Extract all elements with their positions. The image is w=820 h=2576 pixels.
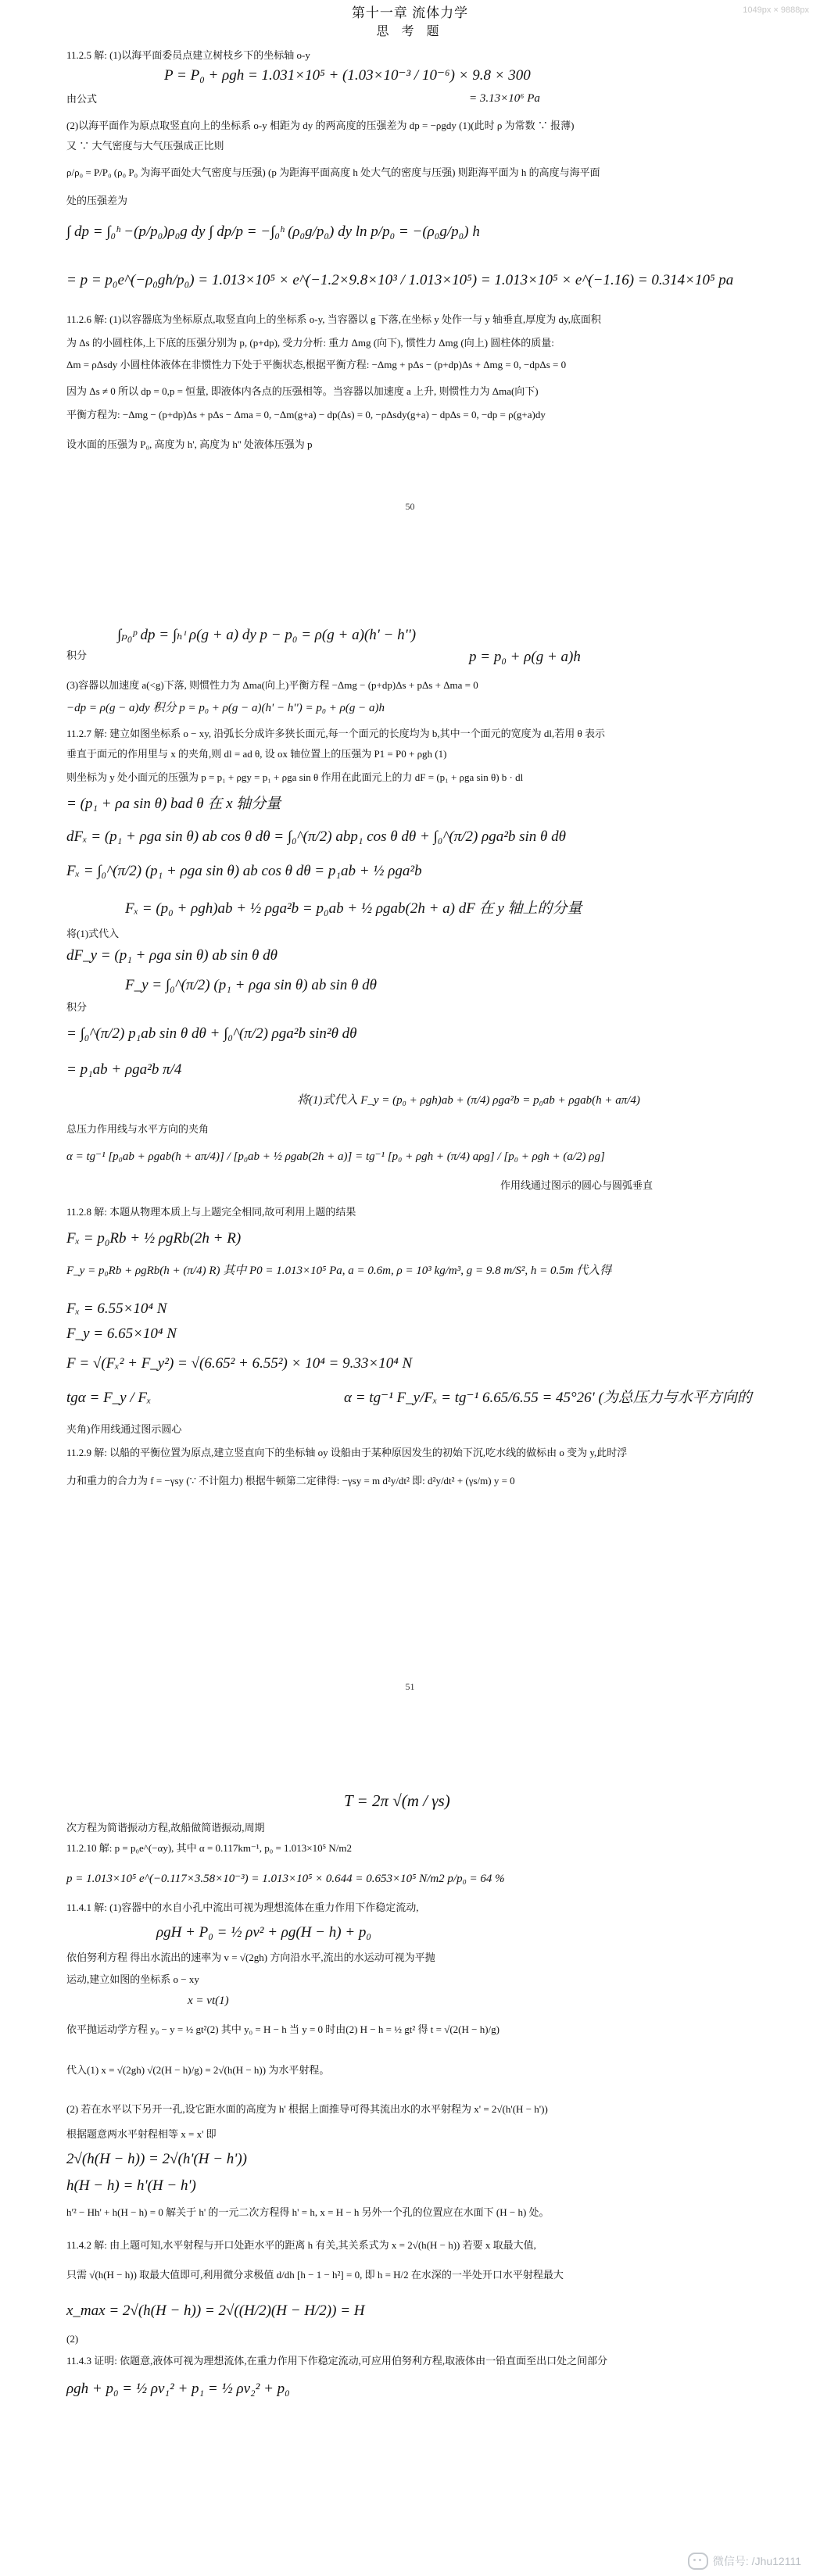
equation: 将(1)式代入 F_y = (p₀ + ρgh)ab + (π/4) ρga²b = p₀ab + ρgab(h + aπ/4): [297, 1094, 640, 1107]
text-line: 作用线通过图示的圆心与圆弧垂直: [500, 1179, 653, 1191]
equation: = 3.13×10⁶ Pa: [469, 92, 540, 105]
text-line: ρ/ρ₀ = P/P₀ (ρ₀ P₀ 为海平面处大气密度与压强) (p 为距海平面高度 h 处大气的密度与压强) 则距海平面为 h 的高度与海平面: [66, 166, 600, 178]
page-number: 51: [405, 1681, 415, 1692]
equation: dF_y = (p₁ + ρga sin θ) ab sin θ dθ: [66, 947, 278, 964]
text-line: 次方程为简谐振动方程,故船做简谐振动,周期: [66, 1822, 265, 1834]
page-2: [0, 617, 820, 1719]
solution-heading: 11.4.3 证明: 依题意,液体可视为理想流体,在重力作用下作稳定流动,可应用伯努利方程,取液体由一铅直面至出口处之间部分: [66, 2355, 608, 2367]
equation: ρgH + P₀ = ½ ρv² + ρg(H − h) + p₀: [156, 1924, 372, 1941]
text-line: (3)容器以加速度 a(<g)下落, 则惯性力为 Δma(向上)平衡方程 −Δmg − (p+dp)Δs + pΔs + Δma = 0: [66, 679, 478, 691]
equation: x_max = 2√(h(H − h)) = 2√((H/2)(H − H/2)) = H: [66, 2302, 365, 2319]
equation: Fₓ = p₀Rb + ½ ρgRb(2h + R): [66, 1230, 242, 1247]
equation: = p₁ab + ρga²b π/4: [66, 1061, 182, 1078]
equation: F = √(Fₓ² + F_y²) = √(6.65² + 6.55²) × 10⁴ = 9.33×10⁴ N: [66, 1355, 413, 1372]
text-line: 只需 √(h(H − h)) 取最大值即可,利用微分求极值 d/dh [h − 1 − h²] = 0, 即 h = H/2 在水深的一半处开口水平射程最大: [66, 2269, 564, 2281]
text-line: 则坐标为 y 处小面元的压强为 p = p₁ + ρgy = p₁ + ρga sin θ 作用在此面元上的力 dF = (p₁ + ρga sin θ) b · dl: [66, 771, 524, 783]
section-subtitle: 思 考 题: [376, 25, 444, 38]
equation: α = tg⁻¹ [p₀ab + ρgab(h + aπ/4)] / [p₀ab + ½ ρgab(2h + a)] = tg⁻¹ [p₀ + ρgh + (π/4) aρg] / [p₀ + ρgh + (a/2) ρg]: [66, 1150, 605, 1163]
text-line: 由公式: [66, 93, 98, 105]
equation: ∫ₚ₀ᵖ dp = ∫ₕᶦ ρ(g + a) dy p − p₀ = ρ(g + a)(h' − h''): [117, 627, 417, 643]
equation: h(H − h) = h'(H − h'): [66, 2177, 196, 2194]
equation: ∫ dp = ∫₀ʰ −(p/p₀)ρ₀g dy ∫ dp/p = −∫₀ʰ (ρ₀g/p₀) dy ln p/p₀ = −(ρ₀g/p₀) h: [66, 224, 480, 240]
equation: F_y = ∫₀^(π/2) (p₁ + ρga sin θ) ab sin θ dθ: [125, 977, 377, 993]
solution-heading: 11.4.2 解: 由上题可知,水平射程与开口处距水平的距离 h 有关,其关系式为 x = 2√(h(H − h)) 若要 x 取最大值,: [66, 2239, 536, 2251]
equation: = (p₁ + ρa sin θ) bad θ 在 x 轴分量: [66, 796, 281, 812]
solution-heading: 11.2.8 解: 本题从物理本质上与上题完全相同,故可利用上题的结果: [66, 1206, 356, 1218]
text-line: 夹角)作用线通过图示圆心: [66, 1423, 182, 1435]
text-line: 力和重力的合力为 f = −γsy (∵ 不计阻力) 根据牛顿第二定律得: −γsy = m d²y/dt² 即: d²y/dt² + (γs/m) y = 0: [66, 1475, 515, 1487]
equation: P = P₀ + ρgh = 1.031×10⁵ + (1.03×10⁻³ / 10⁻⁶) × 9.8 × 300: [164, 67, 531, 84]
text-line: (2)以海平面作为原点取竖直向上的坐标系 o-y 相距为 dy 的两高度的压强差为 dp = −ρgdy (1)(此时 ρ 为常数 ∵ 报薄): [66, 120, 575, 131]
equation: = ∫₀^(π/2) p₁ab sin θ dθ + ∫₀^(π/2) ρga²b sin²θ dθ: [66, 1025, 357, 1042]
text-line: 总压力作用线与水平方向的夹角: [66, 1123, 209, 1135]
solution-heading: 11.2.10 解: p = p₀e^(−αy), 其中 α = 0.117km⁻¹, p₀ = 1.013×10⁵ N/m2: [66, 1842, 353, 1854]
equation: F_y = p₀Rb + ρgRb(h + (π/4) R) 其中 P0 = 1.013×10⁵ Pa, a = 0.6m, ρ = 10³ kg/m³, g = 9.8 m/S², h = 0.5m 代入得: [66, 1265, 612, 1277]
equation: Fₓ = 6.55×10⁴ N: [66, 1301, 167, 1317]
equation: α = tg⁻¹ F_y/Fₓ = tg⁻¹ 6.65/6.55 = 45°26' (为总压力与水平方向的: [344, 1390, 752, 1406]
text-line: 设水面的压强为 P₀, 高度为 h', 高度为 h'' 处液体压强为 p: [66, 438, 313, 450]
equation: 2√(h(H − h)) = 2√(h'(H − h')): [66, 2151, 248, 2167]
text-line: 代入(1) x = √(2gh) √(2(H − h)/g) = 2√(h(H − h)) 为水平射程。: [66, 2064, 330, 2076]
equation: p = 1.013×10⁵ e^(−0.117×3.58×10⁻³) = 1.013×10⁵ × 0.644 = 0.653×10⁵ N/m2 p/p₀ = 64 %: [66, 1873, 505, 1885]
page-number: 50: [405, 501, 415, 512]
watermark-text: 微信号: /Jhu12111: [712, 2554, 801, 2567]
text-line: 因为 Δs ≠ 0 所以 dp = 0,p = 恒量, 即液体内各点的压强相等。当容器以加速度 a 上升, 则惯性力为 Δma(向下): [66, 385, 539, 397]
equation: T = 2π √(m / γs): [344, 1791, 450, 1810]
text-line: 依平抛运动学方程 y₀ − y = ½ gt²(2) 其中 y₀ = H − h 当 y = 0 时由(2) H − h = ½ gt² 得 t = √(2(H − h)/g): [66, 2023, 500, 2035]
solution-heading: 11.2.6 解: (1)以容器底为坐标原点,取竖直向上的坐标系 o-y, 当容器以 g 下落,在坐标 y 处作一与 y 轴垂直,厚度为 dy,底面积: [66, 313, 601, 325]
page-3: [0, 1790, 820, 2576]
text-line: 平衡方程为: −Δmg − (p+dp)Δs + pΔs − Δma = 0, −Δm(g+a) − dp(Δs) = 0, −ρΔsdy(g+a) − dpΔs = 0, −dp = ρ(g+a)dy: [66, 409, 546, 420]
text-line: 运动,建立如图的坐标系 o − xy: [66, 1973, 199, 1985]
equation: F_y = 6.65×10⁴ N: [66, 1326, 177, 1342]
solution-heading: 11.2.9 解: 以船的平衡位置为原点,建立竖直向下的坐标轴 oy 设船由于某种原因发生的初始下沉,吃水线的做标由 o 变为 y,此时浮: [66, 1447, 628, 1458]
text-line: 将(1)式代入: [66, 928, 120, 939]
text-line: (2): [66, 2333, 79, 2345]
equation: Fₓ = (p₀ + ρgh)ab + ½ ρga²b = p₀ab + ½ ρgab(2h + a) dF 在 y 轴上的分量: [125, 900, 582, 917]
text-line: 根据题意两水平射程相等 x = x' 即: [66, 2128, 217, 2140]
text-line: 依伯努利方程 得出水流出的速率为 v = √(2gh) 方向沿水平,流出的水运动可视为平抛: [66, 1952, 435, 1963]
wechat-icon: [688, 2553, 708, 2570]
text-line: 垂直于面元的作用里与 x 的夹角,则 dl = ad θ, 设 ox 轴位置上的压强为 P1 = P0 + ρgh (1): [66, 748, 447, 760]
text-line: 又 ∵ 大气密度与大气压强成正比则: [66, 140, 224, 152]
image-dimension-label: 1049px × 9888px: [743, 5, 809, 15]
text-line: (2) 若在水平以下另开一孔,设它距水面的高度为 h' 根据上面推导可得其流出水的水平射程为 x' = 2√(h'(H − h')): [66, 2103, 548, 2115]
equation: x = vt(1): [188, 1995, 229, 2007]
page-1: [0, 0, 820, 547]
solution-heading: 11.4.1 解: (1)容器中的水自小孔中流出可视为理想流体在重力作用下作稳定流动,: [66, 1902, 419, 1913]
equation: ρgh + p₀ = ½ ρv₁² + p₁ = ½ ρv₂² + p₀: [66, 2381, 290, 2397]
equation: tgα = F_y / Fₓ: [66, 1390, 152, 1406]
text-line: 处的压强差为: [66, 195, 128, 206]
equation: Fₓ = ∫₀^(π/2) (p₁ + ρga sin θ) ab cos θ dθ = p₁ab + ½ ρga²b: [66, 863, 422, 879]
text-line: 为 Δs 的小圆柱体,上下底的压强分别为 p, (p+dp), 受力分析: 重力 Δmg (向下), 惯性力 Δmg (向上) 圆柱体的质量:: [66, 337, 554, 349]
text-line: 积分: [66, 649, 88, 661]
equation: −dp = ρ(g − a)dy 积分 p = p₀ + ρ(g − a)(h' − h'') = p₀ + ρ(g − a)h: [66, 702, 385, 714]
text-line: Δm = ρΔsdy 小圆柱体液体在非惯性力下处于平衡状态,根据平衡方程: −Δmg + pΔs − (p+dp)Δs + Δmg = 0, −dpΔs = 0: [66, 359, 567, 370]
solution-heading: 11.2.7 解: 建立如图坐标系 o − xy, 沿弧长分成许多狭长面元,每一个面元的长度均为 b,其中一个面元的宽度为 dl,若用 θ 表示: [66, 728, 605, 739]
equation: dFₓ = (p₁ + ρga sin θ) ab cos θ dθ = ∫₀^(π/2) abp₁ cos θ dθ + ∫₀^(π/2) ρga²b sin θ dθ: [66, 828, 566, 845]
text-line: 积分: [66, 1001, 88, 1013]
equation: = p = p₀e^(−ρ₀gh/p₀) = 1.013×10⁵ × e^(−1.2×9.8×10³ / 1.013×10⁵) = 1.013×10⁵ × e^(−1.16) = 0.314×10⁵ pa: [66, 272, 734, 288]
equation: p = p₀ + ρ(g + a)h: [469, 649, 581, 665]
watermark: [688, 2553, 801, 2570]
solution-heading: 11.2.5 解: (1)以海平面委员点建立树枝乡下的坐标轴 o-y: [66, 49, 310, 61]
chapter-title: 第十一章 流体力学: [351, 5, 469, 20]
text-line: h'² − Hh' + h(H − h) = 0 解关于 h' 的一元二次方程得 h' = h, x = H − h 另外一个孔的位置应在水面下 (H − h) 处。: [66, 2206, 550, 2218]
